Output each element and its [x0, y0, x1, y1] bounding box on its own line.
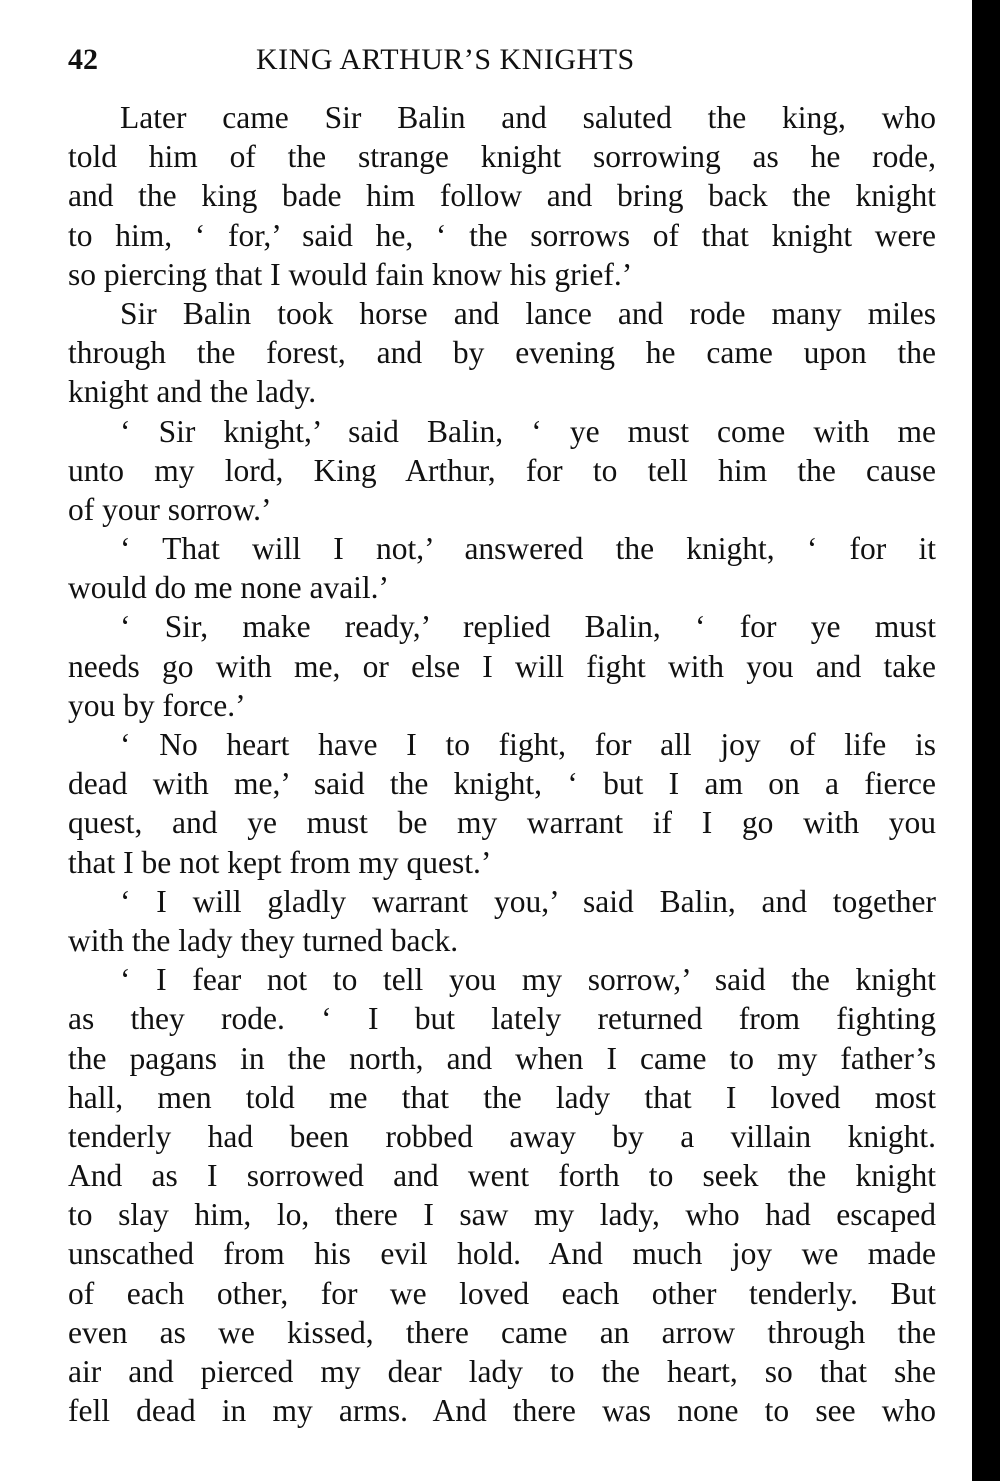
text-line: hall, men told me that the lady that I loved most — [68, 1079, 936, 1115]
body-text — [68, 98, 936, 1430]
page-header — [68, 38, 938, 82]
text-line: ‘ That will I not,’ answered the knight, ‘ for it — [120, 531, 936, 567]
text-line: would do me none avail.’ — [68, 570, 390, 606]
text-line: of your sorrow.’ — [68, 491, 272, 527]
text-line: unto my lord, King Arthur, for to tell him the cause — [68, 452, 936, 488]
text-line: ‘ I will gladly warrant you,’ said Balin, and together — [120, 883, 936, 919]
text-line: ‘ Sir knight,’ said Balin, ‘ ye must come with me — [120, 413, 936, 449]
text-line: with the lady they turned back. — [68, 922, 459, 958]
text-line: dead with me,’ said the knight, ‘ but I am on a fierce — [68, 766, 936, 802]
text-line: knight and the lady. — [68, 374, 317, 410]
text-line: needs go with me, or else I will fight with you and take — [68, 648, 936, 684]
text-line: through the forest, and by evening he came upon the — [68, 335, 936, 371]
running-title: KING ARTHUR’S KNIGHTS — [256, 43, 635, 76]
text-line: even as we kissed, there came an arrow through the — [68, 1314, 936, 1350]
text-line: unscathed from his evil hold. And much joy we made — [68, 1236, 936, 1272]
text-line: ‘ No heart have I to fight, for all joy of life is — [120, 727, 936, 762]
text-line: Sir Balin took horse and lance and rode many miles — [120, 295, 936, 331]
text-line: ‘ Sir, make ready,’ replied Balin, ‘ for ye must — [120, 609, 936, 645]
text-line: you by force.’ — [68, 687, 246, 723]
text-line: to slay him, lo, there I saw my lady, who had escaped — [68, 1197, 936, 1233]
text-line: and the king bade him follow and bring back the knight — [68, 178, 936, 214]
text-line: told him of the strange knight sorrowing as he rode, — [68, 139, 936, 175]
scanned-page-edge — [972, 0, 1000, 1481]
text-line: ‘ I fear not to tell you my sorrow,’ said the knight — [120, 962, 936, 998]
text-line: air and pierced my dear lady to the heart, so that she — [68, 1354, 936, 1389]
text-line: fell dead in my arms. And there was none to see who — [68, 1393, 936, 1429]
page-number: 42 — [68, 43, 98, 76]
text-line: that I be not kept from my quest.’ — [68, 844, 492, 880]
text-line: to him, ‘ for,’ said he, ‘ the sorrows of that knight were — [68, 217, 936, 253]
text-line: so piercing that I would fain know his grief.’ — [68, 256, 633, 292]
text-line: the pagans in the north, and when I came to my father’s — [68, 1040, 936, 1076]
text-line: of each other, for we loved each other tenderly. But — [68, 1275, 936, 1311]
text-line: as they rode. ‘ I but lately returned from fighting — [68, 1001, 936, 1037]
text-line: tenderly had been robbed away by a villain knight. — [68, 1118, 936, 1154]
text-line: And as I sorrowed and went forth to seek the knight — [68, 1158, 936, 1194]
text-line: quest, and ye must be my warrant if I go with you — [68, 805, 936, 841]
text-line: Later came Sir Balin and saluted the king, who — [120, 100, 936, 135]
